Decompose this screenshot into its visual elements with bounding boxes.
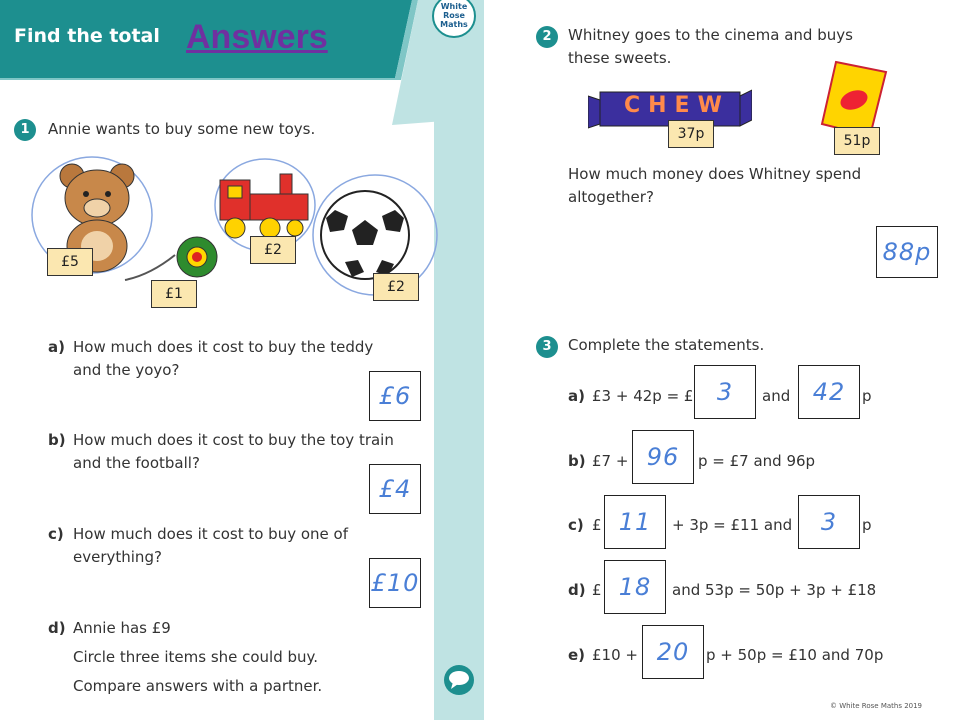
question-2-line1: Whitney goes to the cinema and buys bbox=[568, 26, 853, 44]
question-3-prompt: Complete the statements. bbox=[568, 336, 765, 354]
q3b-label: b) bbox=[568, 452, 586, 470]
question-1-prompt: Annie wants to buy some new toys. bbox=[48, 120, 316, 138]
q3b-pre: £7 + bbox=[592, 452, 629, 470]
header-title: Find the total bbox=[14, 25, 160, 47]
q1a-line1: How much does it cost to buy the teddy bbox=[73, 338, 374, 356]
q3e-pre: £10 + bbox=[592, 646, 638, 664]
right-page bbox=[512, 0, 960, 720]
q3a-mid: and bbox=[762, 387, 791, 405]
q3a-label: a) bbox=[568, 387, 585, 405]
q1a-line2: and the yoyo? bbox=[73, 361, 180, 379]
q3a-answer-2[interactable]: 42 bbox=[798, 365, 860, 419]
yoyo-price-tag: £1 bbox=[151, 280, 197, 308]
discuss-icon bbox=[443, 664, 475, 696]
white-rose-logo: White Rose Maths bbox=[432, 0, 476, 38]
question-3-number: 3 bbox=[536, 336, 558, 358]
sweet-price-tag: 51p bbox=[834, 127, 880, 155]
q3c-answer-1[interactable]: 11 bbox=[604, 495, 666, 549]
q3d-label: d) bbox=[568, 581, 586, 599]
q3b-answer-1[interactable]: 96 bbox=[632, 430, 694, 484]
football-icon bbox=[321, 191, 409, 279]
q1d-label: d) bbox=[48, 619, 66, 637]
q3a-post: p bbox=[862, 387, 872, 405]
q3e-label: e) bbox=[568, 646, 586, 664]
chew-text: CHEW bbox=[624, 93, 730, 118]
yoyo-icon bbox=[125, 237, 217, 280]
question-1-number: 1 bbox=[14, 119, 36, 141]
answers-label: Answers bbox=[186, 18, 328, 56]
q1c-line1: How much does it cost to buy one of bbox=[73, 525, 348, 543]
q3a-pre: £3 + 42p = £ bbox=[592, 387, 694, 405]
q1c-label: c) bbox=[48, 525, 64, 543]
q1b-line2: and the football? bbox=[73, 454, 200, 472]
q1a-label: a) bbox=[48, 338, 65, 356]
question-2-number: 2 bbox=[536, 26, 558, 48]
q3a-answer-1[interactable]: 3 bbox=[694, 365, 756, 419]
page-divider bbox=[484, 0, 512, 720]
q3b-post: p = £7 and 96p bbox=[698, 452, 816, 470]
question-2-question-line2: altogether? bbox=[568, 188, 654, 206]
q1b-answer-box[interactable]: £4 bbox=[369, 464, 421, 514]
teddy-price-tag: £5 bbox=[47, 248, 93, 276]
q1d-line1: Annie has £9 bbox=[73, 619, 171, 637]
q3c-answer-2[interactable]: 3 bbox=[798, 495, 860, 549]
q3d-pre: £ bbox=[592, 581, 602, 599]
q3c-mid: + 3p = £11 and bbox=[672, 516, 793, 534]
train-price-tag: £2 bbox=[250, 236, 296, 264]
q1a-answer-box[interactable]: £6 bbox=[369, 371, 421, 421]
q1c-answer-box[interactable]: £10 bbox=[369, 558, 421, 608]
q1b-label: b) bbox=[48, 431, 66, 449]
q3e-answer-1[interactable]: 20 bbox=[642, 625, 704, 679]
copyright: © White Rose Maths 2019 bbox=[830, 702, 923, 710]
q1c-line2: everything? bbox=[73, 548, 162, 566]
q3c-label: c) bbox=[568, 516, 584, 534]
question-2-question-line1: How much money does Whitney spend bbox=[568, 165, 862, 183]
q1d-line2: Circle three items she could buy. bbox=[73, 648, 319, 666]
chew-price-tag: 37p bbox=[668, 120, 714, 148]
q3d-answer-1[interactable]: 18 bbox=[604, 560, 666, 614]
q2-answer-box[interactable]: 88p bbox=[876, 226, 938, 278]
q3e-post: p + 50p = £10 and 70p bbox=[706, 646, 884, 664]
q1b-line1: How much does it cost to buy the toy train bbox=[73, 431, 394, 449]
toy-train-icon bbox=[220, 174, 308, 238]
q3c-post: p bbox=[862, 516, 872, 534]
question-2-line2: these sweets. bbox=[568, 49, 672, 67]
q3c-pre: £ bbox=[592, 516, 602, 534]
q3d-post: and 53p = 50p + 3p + £18 bbox=[672, 581, 877, 599]
q1d-line3: Compare answers with a partner. bbox=[73, 677, 323, 695]
football-price-tag: £2 bbox=[373, 273, 419, 301]
